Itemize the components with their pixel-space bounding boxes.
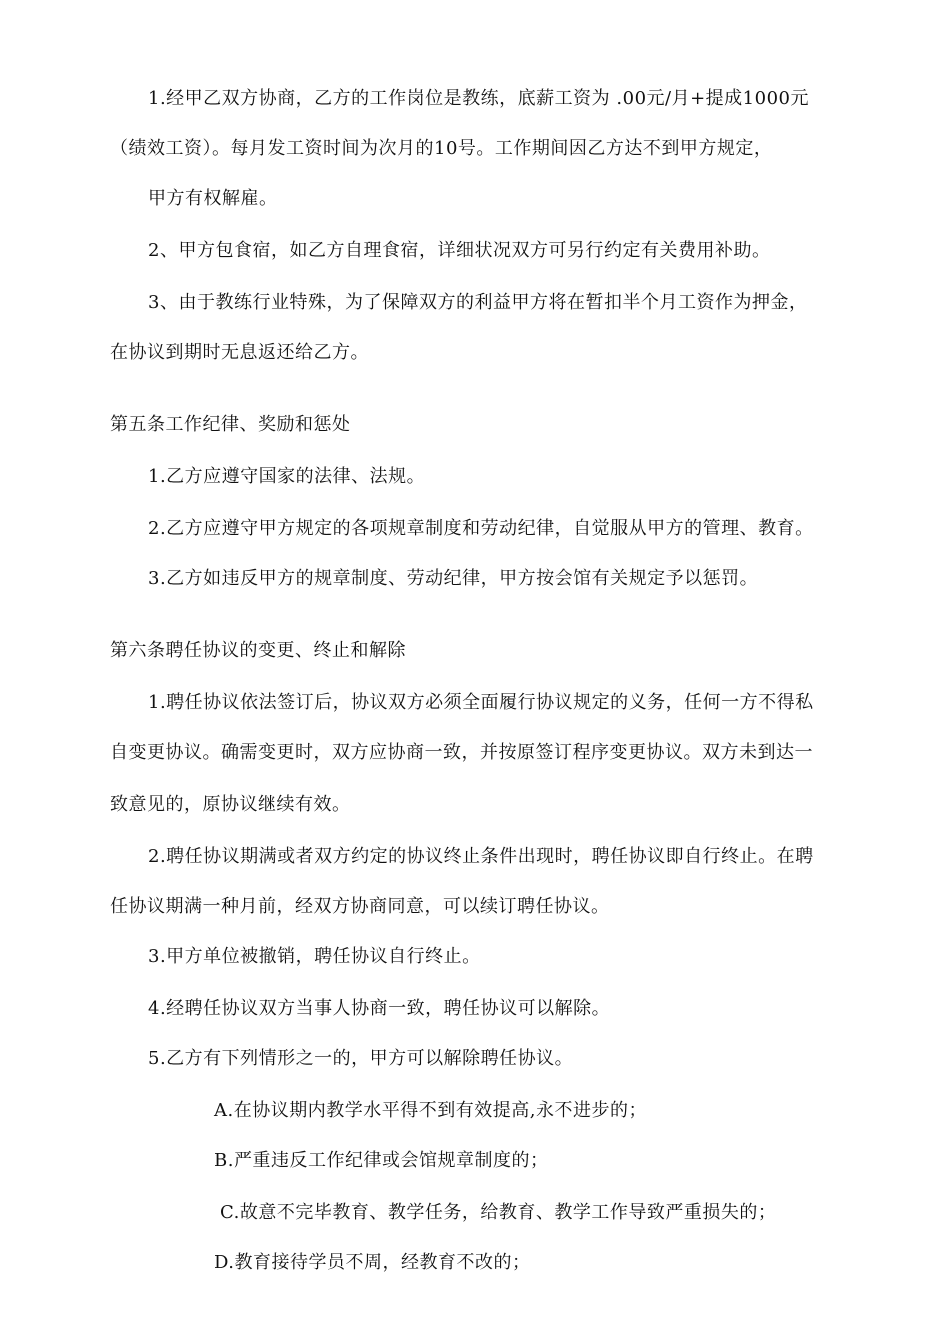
section6-heading: 第六条聘任协议的变更、终止和解除	[110, 640, 406, 661]
s6-item1-line2: 自变更协议。确需变更时，双方应协商一致，并按原签订程序变更协议。双方未到达一	[110, 742, 813, 763]
s5-item1: 1.乙方应遵守国家的法律、法规。	[148, 466, 426, 487]
s4-item2: 2、甲方包食宿，如乙方自理食宿，详细状况双方可另行约定有关费用补助。	[148, 240, 771, 261]
s6-item1-line1: 1.聘任协议依法签订后，协议双方必须全面履行协议规定的义务，任何一方不得私	[148, 692, 814, 713]
s4-item3-line1: 3、由于教练行业特殊，为了保障双方的利益甲方将在暂扣半个月工资作为押金，	[148, 292, 808, 313]
s6-sub-d: D.教育接待学员不周，经教育不改的；	[214, 1252, 531, 1273]
s6-sub-b: B.严重违反工作纪律或会馆规章制度的；	[214, 1150, 549, 1171]
s6-item2-line1: 2.聘任协议期满或者双方约定的协议终止条件出现时，聘任协议即自行终止。在聘	[148, 846, 814, 867]
s6-item1-line3: 致意见的，原协议继续有效。	[110, 794, 351, 815]
s6-item2-line2: 任协议期满一种月前，经双方协商同意，可以续订聘任协议。	[110, 896, 610, 917]
s4-item1-line1: 1.经甲乙双方协商，乙方的工作岗位是教练，底薪工资为 .00元/月+提成1000元	[148, 88, 809, 109]
s4-item1-line2: （绩效工资）。每月发工资时间为次月的10号。工作期间因乙方达不到甲方规定，	[110, 138, 773, 159]
s6-sub-c: C.故意不完毕教育、教学任务，给教育、教学工作导致严重损失的；	[220, 1202, 777, 1223]
s5-item2: 2.乙方应遵守甲方规定的各项规章制度和劳动纪律，自觉服从甲方的管理、教育。	[148, 518, 814, 539]
section5-heading: 第五条工作纪律、奖励和惩处	[110, 414, 351, 435]
s5-item3: 3.乙方如违反甲方的规章制度、劳动纪律，甲方按会馆有关规定予以惩罚。	[148, 568, 759, 589]
s6-item5: 5.乙方有下列情形之一的，甲方可以解除聘任协议。	[148, 1048, 574, 1069]
s6-item4: 4.经聘任协议双方当事人协商一致，聘任协议可以解除。	[148, 998, 611, 1019]
s6-sub-a: A.在协议期内教学水平得不到有效提高,永不进步的；	[214, 1100, 647, 1121]
s4-item1-line3: 甲方有权解雇。	[148, 188, 278, 209]
s6-item3: 3.甲方单位被撤销，聘任协议自行终止。	[148, 946, 481, 967]
s4-item3-line2: 在协议到期时无息返还给乙方。	[110, 342, 369, 363]
